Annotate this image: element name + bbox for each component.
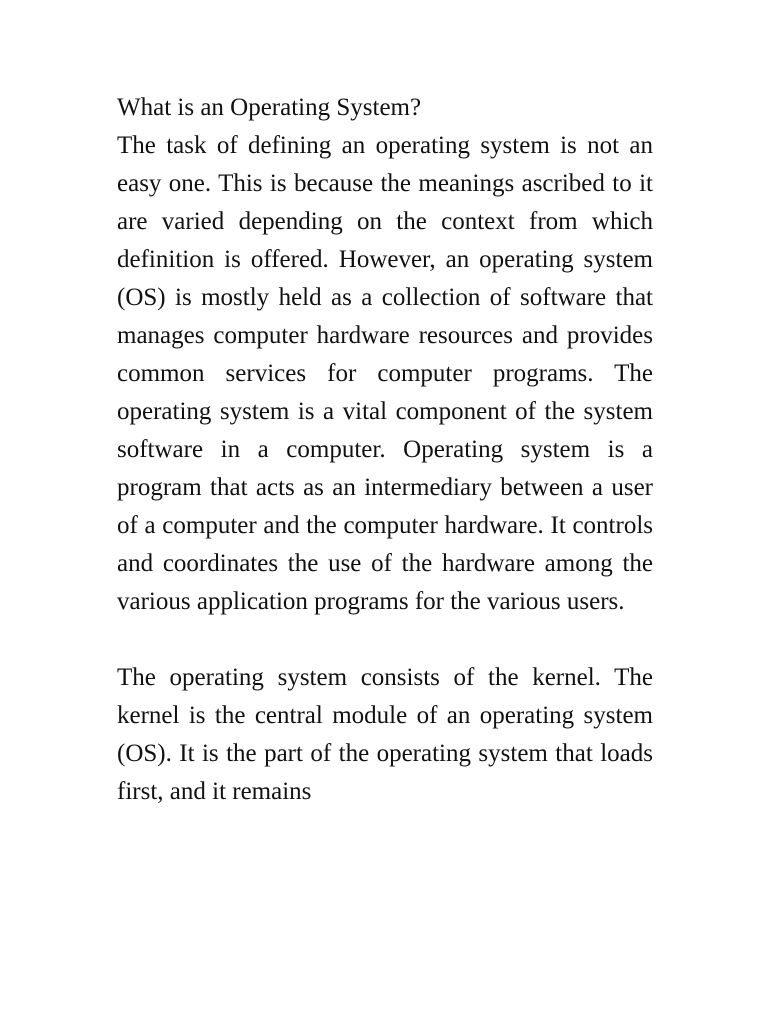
paragraph-1: The task of defining an operating system is not an easy one. This is because the meanings ascribed to it are varied depending on the context from which definition is offered. However, an operating system (OS) is mostly held as a collection of software that manages computer hardware resources and provides common services for computer programs. The operating system is a vital component of the system software in a computer. Operating system is a program that acts as an intermediary between a user of a computer and the computer hardware. It controls and coordinates the use of the hardware among the various application programs for the various users. xyxy=(117,132,653,615)
paragraph-2: The operating system consists of the kernel. The kernel is the central module of an operating system (OS). It is the part of the operating system that loads first, and it remains xyxy=(117,664,653,805)
document-title: What is an Operating System? xyxy=(117,94,422,121)
paragraph-spacer xyxy=(117,621,653,659)
document-body xyxy=(117,89,653,811)
